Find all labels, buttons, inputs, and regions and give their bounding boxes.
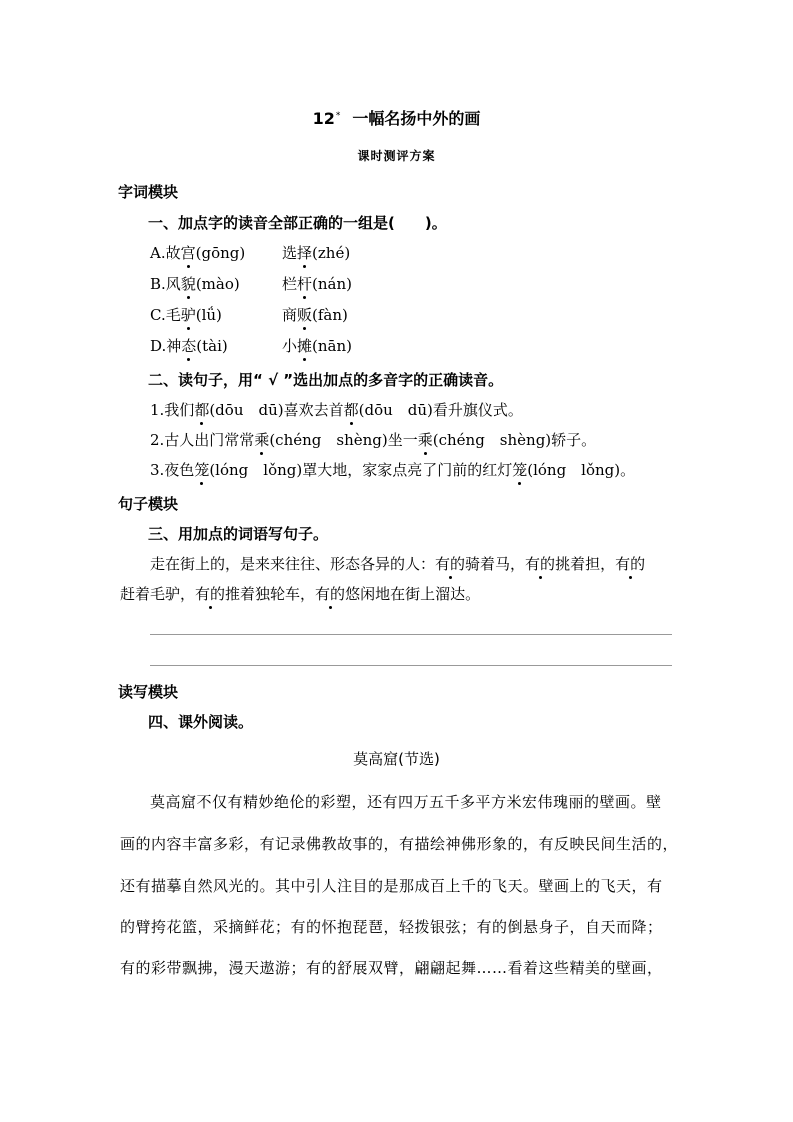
question-2-sentence-2: 2.古人出门常常乘(chéng shèng)坐一乘(chéng shèng)轿子。: [150, 431, 597, 449]
dotted-character: 笼: [194, 461, 210, 479]
dotted-word: 有的: [195, 585, 226, 603]
dotted-character: 乘: [417, 431, 433, 449]
question-1-prompt: 一、加点字的读音全部正确的一组是( )。: [148, 214, 447, 232]
question-3-text-line-1: 走在街上的，是来来往往、形态各异的人：有的骑着马，有的挑着担，有的: [150, 555, 646, 573]
question-2-prompt: 二、读句子，用“ √ ”选出加点的多音字的正确读音。: [148, 371, 504, 389]
dotted-word: 有的: [525, 555, 556, 573]
passage-line: 的臂挎花篮，采摘鲜花；有的怀抱琵琶，轻拨银弦；有的倒悬身子，自天而降；: [120, 918, 663, 936]
dotted-character: 笼: [512, 461, 528, 479]
dotted-word: 有的: [435, 555, 466, 573]
question-1-option-d-word-2: 小摊(nān): [282, 337, 352, 355]
answer-line-1[interactable]: [150, 634, 672, 635]
dotted-character: 择: [297, 244, 313, 262]
question-1-option-a: A.故宫(gōng): [150, 244, 246, 262]
module-heading-words: 字词模块: [118, 183, 179, 201]
lesson-title: [0, 106, 793, 129]
dotted-character: 摊: [297, 337, 313, 355]
question-1-option-a-word-2: 选择(zhé): [282, 244, 351, 262]
dotted-character: 都: [343, 401, 359, 419]
answer-line-2[interactable]: [150, 665, 672, 666]
dotted-character: 贩: [297, 306, 313, 324]
dotted-character: 态: [181, 337, 197, 355]
dotted-character: 杆: [297, 275, 313, 293]
lesson-title-text: 一幅名扬中外的画: [352, 109, 481, 128]
passage-title: 莫高窟(节选): [353, 750, 440, 768]
question-1-option-c: C.毛驴(lǘ): [150, 306, 222, 324]
dotted-character: 乘: [254, 431, 270, 449]
question-1-option-b-word-2: 栏杆(nán): [282, 275, 352, 293]
module-heading-reading: 读写模块: [118, 683, 179, 701]
dotted-word: 有的: [315, 585, 346, 603]
page-subtitle: 课时测评方案: [357, 149, 436, 163]
dotted-character: 都: [194, 401, 210, 419]
question-1-option-d: D.神态(tài): [150, 337, 228, 355]
question-3-text-line-2: 赶着毛驴，有的推着独轮车，有的悠闲地在街上溜达。: [120, 585, 481, 603]
dotted-character: 宫: [180, 244, 196, 262]
question-2-sentence-1: 1.我们都(dōu dū)喜欢去首都(dōu dū)看升旗仪式。: [150, 401, 523, 419]
passage-line: 还有描摹自然风光的。其中引人注目的是那成百上千的飞天。壁画上的飞天，有: [120, 877, 663, 895]
optional-lesson-mark: *: [335, 110, 341, 121]
question-3-prompt: 三、用加点的词语写句子。: [148, 525, 329, 543]
question-1-option-b: B.风貌(mào): [150, 275, 240, 293]
passage-line: 有的彩带飘拂，漫天遨游；有的舒展双臂，翩翩起舞……看着这些精美的壁画，: [120, 959, 663, 977]
question-1-option-c-word-2: 商贩(fàn): [282, 306, 348, 324]
passage-line: 莫高窟不仅有精妙绝伦的彩塑，还有四万五千多平方米宏伟瑰丽的壁画。壁: [150, 793, 662, 811]
question-4-prompt: 四、课外阅读。: [148, 713, 254, 731]
dotted-character: 貌: [180, 275, 196, 293]
module-heading-sentences: 句子模块: [118, 495, 179, 513]
dotted-character: 驴: [180, 306, 196, 324]
dotted-word: 有的: [615, 555, 646, 573]
passage-line: 画的内容丰富多彩，有记录佛教故事的，有描绘神佛形象的，有反映民间生活的，: [120, 835, 679, 853]
lesson-number: 12: [312, 109, 335, 128]
question-2-sentence-3: 3.夜色笼(lóng lǒng)罩大地，家家点亮了门前的红灯笼(lóng lǒng)。: [150, 461, 636, 479]
